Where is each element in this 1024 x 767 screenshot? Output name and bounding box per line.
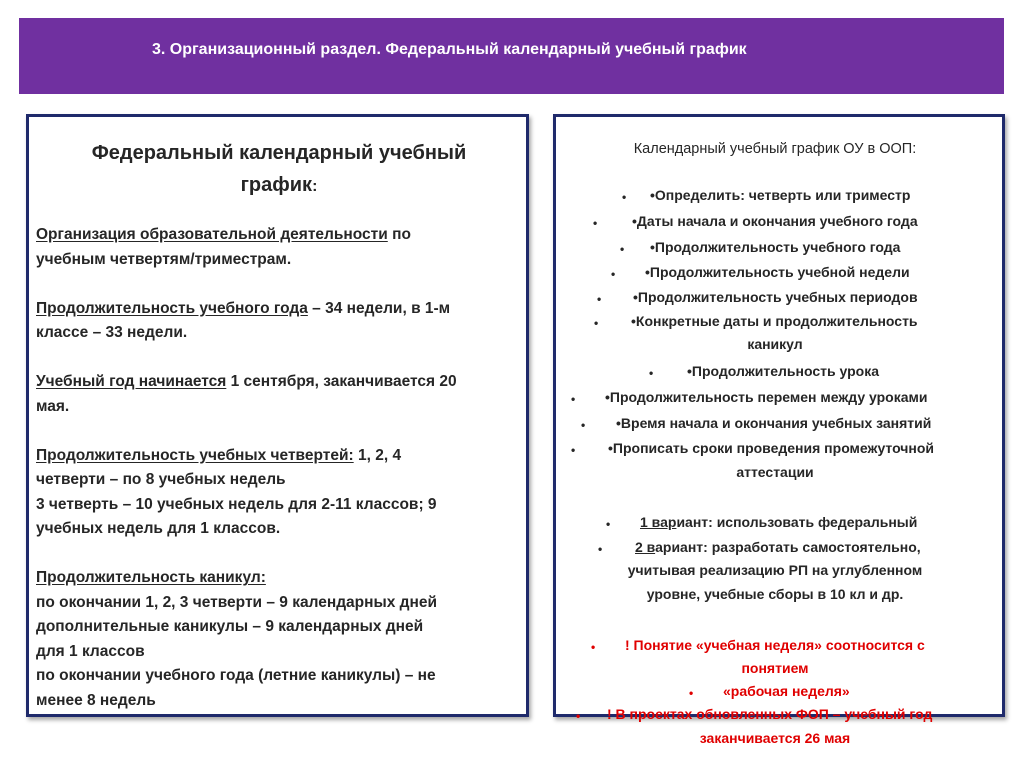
bullet-dot: • (597, 292, 602, 306)
bullet-dot: • (594, 316, 599, 330)
note-3-line2: заканчивается 26 мая (699, 730, 851, 746)
block-quarters (36, 444, 506, 542)
note-1-line1: ! Понятие «учебная неделя» соотносится с (625, 637, 925, 653)
year-duration-rest: – 34 недели, в 1-м (307, 299, 451, 317)
bullet-dot: • (576, 709, 581, 723)
year-duration-line2: классе – 33 недели. (36, 324, 188, 341)
left-heading-colon: : (312, 178, 318, 195)
block-organization (36, 223, 506, 272)
variant-1-text: иант: использовать федеральный (676, 514, 918, 530)
note-2: «рабочая неделя» (723, 683, 850, 699)
list-item: •Прописать сроки проведения промежуточной (608, 440, 935, 456)
year-duration-label: Продолжительность учебного года (36, 299, 308, 317)
variant-2-line2: учитывая реализацию РП на углубленном (627, 562, 923, 578)
bullet-dot: • (689, 686, 694, 700)
bullet-dot: • (649, 366, 654, 380)
quarters-line3: 3 четверть – 10 учебных недель для 2-11 классов; 9 (36, 495, 437, 513)
quarters-label: Продолжительность учебных четвертей: (36, 446, 354, 464)
bullet-dot: • (620, 242, 625, 256)
bullet-dot: • (571, 443, 576, 457)
holidays-line4: для 1 классов (36, 642, 145, 660)
bullet-dot: • (591, 640, 596, 654)
left-heading-line2: график (240, 174, 313, 196)
bullet-dot: • (606, 517, 611, 531)
note-3-line1: ! В проектах обновленных ФОП – учебный год (607, 706, 933, 722)
holidays-line3: дополнительные каникулы – 9 календарных дней (36, 618, 424, 635)
holidays-line5: по окончании учебного года (летние каникулы) – не (36, 667, 436, 684)
left-heading (39, 137, 519, 203)
block-holidays (36, 566, 506, 713)
right-title: Календарный учебный график ОУ в ООП: (633, 141, 917, 157)
bullet-dot: • (593, 216, 598, 230)
list-item: •Продолжительность урока (687, 363, 880, 379)
holidays-line6: менее 8 недель (36, 691, 156, 709)
block-year-start (36, 370, 506, 419)
left-body (36, 223, 506, 713)
holidays-label: Продолжительность каникул: (36, 569, 266, 586)
bullet-dot: • (611, 267, 616, 281)
holidays-line2: по окончании 1, 2, 3 четверти – 9 календарных дней (36, 593, 438, 611)
page-title: 3. Организационный раздел. Федеральный календарный учебный график (152, 41, 747, 58)
bullet-dot: • (622, 190, 627, 204)
note-1-line2: понятием (741, 660, 809, 676)
list-item-continued: аттестации (736, 464, 814, 480)
year-start-label: Учебный год начинается (36, 373, 227, 390)
variant-2 (635, 535, 921, 560)
block-year-duration (36, 297, 506, 346)
list-item: •Конкретные даты и продолжительность (631, 313, 918, 329)
variant-2-line3: уровне, учебные сборы в 10 кл и др. (646, 586, 904, 602)
list-item: •Определить: четверть или триместр (650, 187, 911, 203)
list-item-continued: каникул (747, 336, 803, 352)
list-item: •Продолжительность учебной недели (645, 264, 910, 280)
left-panel (26, 114, 529, 717)
bullet-dot: • (581, 418, 586, 432)
quarters-line4: учебных недель для 1 классов. (36, 520, 281, 537)
left-heading-line1: Федеральный календарный учебный (91, 142, 467, 164)
year-start-line2: мая. (36, 397, 70, 415)
variant-1 (640, 510, 917, 535)
organization-rest: по (387, 226, 411, 243)
year-start-rest: 1 сентября, заканчивается 20 (226, 373, 457, 390)
list-item: •Продолжительность учебного года (650, 239, 901, 255)
bullet-dot: • (598, 542, 603, 556)
quarters-rest: 1, 2, 4 (353, 446, 402, 464)
organization-label: Организация образовательной деятельности (36, 226, 388, 243)
variant-1-number: 1 вар (640, 514, 677, 530)
bullet-dot: • (571, 392, 576, 406)
list-item: •Продолжительность учебных периодов (633, 289, 918, 305)
variant-2-number: 2 в (635, 539, 656, 555)
list-item: •Время начала и окончания учебных занятий (616, 415, 932, 431)
quarters-line2: четверти – по 8 учебных недель (36, 471, 286, 488)
list-item: •Продолжительность перемен между уроками (605, 389, 928, 405)
variant-2-text: ариант: разработать самостоятельно, (655, 539, 921, 555)
list-item: •Даты начала и окончания учебного года (632, 213, 918, 229)
organization-line2: учебным четвертям/триместрам. (36, 250, 292, 268)
